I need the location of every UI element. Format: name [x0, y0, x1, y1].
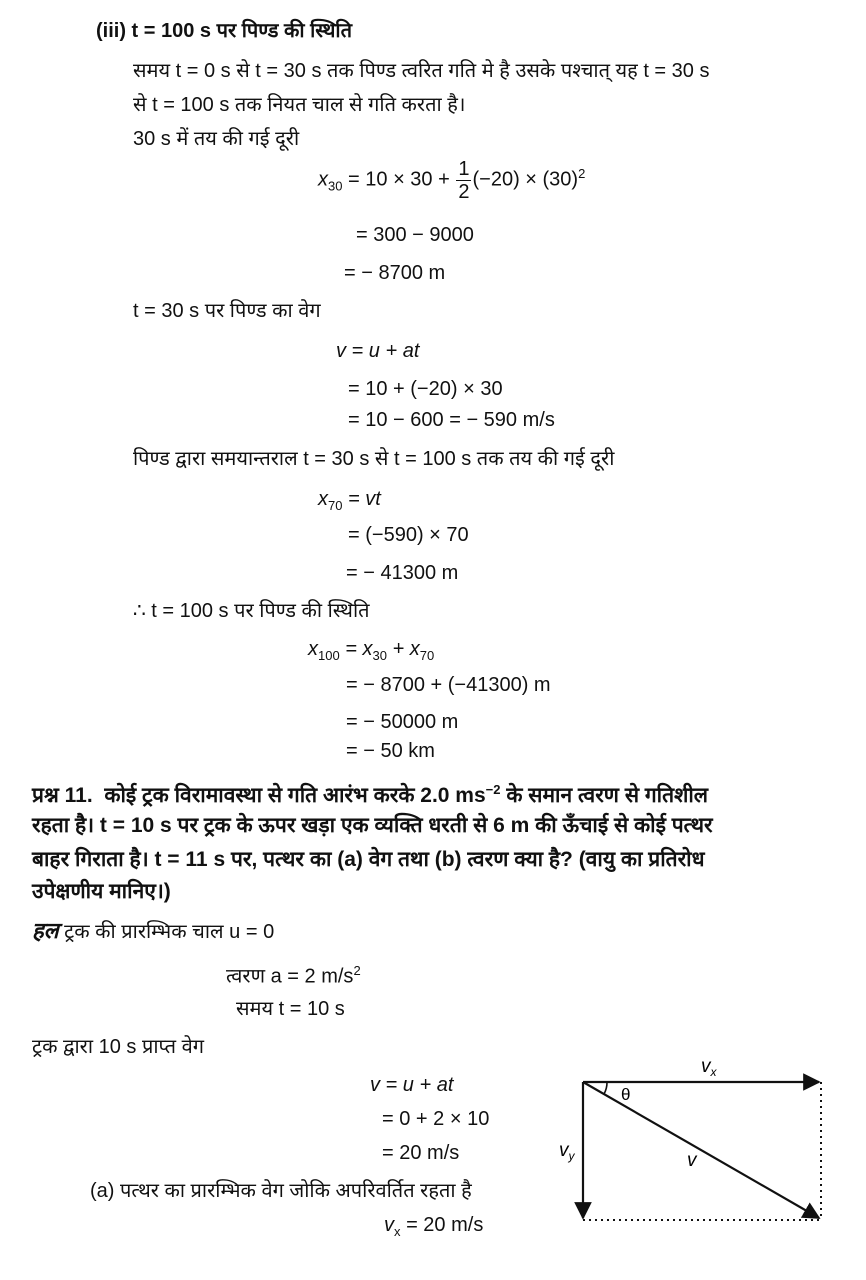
vy-label: $v_y$ [559, 1140, 575, 1163]
solution-v-eq-1: v = u + at [370, 1074, 454, 1096]
v-eq-2: = 10 + (−20) × 30 [348, 378, 503, 400]
heading-part-iii: (iii) t = 100 s पर पिण्ड की स्थिति [96, 20, 353, 42]
solution-v-eq-2: = 0 + 2 × 10 [382, 1108, 490, 1130]
solution-v-eq-3: = 20 m/s [382, 1142, 460, 1164]
x100-eq-4: = − 50 km [346, 740, 435, 762]
question-line-1: प्रश्न 11. कोई ट्रक विरामावस्था से गति आरंभ करके 2.0 $ms^{-2}$ के समान त्वरण से गतिशील [32, 782, 709, 807]
solution-vel-label: ट्रक द्वारा 10 s प्राप्त वेग [32, 1036, 205, 1058]
v-eq-1: v = u + at [336, 340, 420, 362]
question-line-3: बाहर गिराता है। t = 11 s पर, पत्थर का (a) वेग तथा (b) त्वरण क्या है? (वायु का प्रतिरोध [32, 848, 705, 871]
dist-70-label: पिण्ड द्वारा समयान्तराल t = 30 s से t = 100 s तक तय की गई दूरी [133, 448, 615, 470]
x100-eq-3: = − 50000 m [346, 711, 459, 733]
solution-label: हल [32, 918, 59, 943]
x100-eq-2: = − 8700 + (−41300) m [346, 674, 551, 696]
x30-equation: $x_{30} = 10 \times 30$ + $\frac{1}{2}$ $(-20) \times (30)^2$ [318, 157, 586, 203]
x30-step-3: = − 8700 m [344, 262, 446, 284]
velocity-vector-diagram [555, 1050, 845, 1240]
question-line-4: उपेक्षणीय मानिए।) [32, 880, 171, 903]
v-label: v [687, 1150, 697, 1171]
v-eq-3: = 10 − 600 = − 590 m/s [348, 409, 555, 431]
solution-accel: त्वरण a = 2 $m/s^2$ [226, 963, 361, 988]
v-resultant-arrow [583, 1082, 819, 1218]
theta-label: θ [621, 1085, 631, 1104]
vx-label: $v_x$ [701, 1056, 717, 1079]
dist-30-label: 30 s में तय की गई दूरी [133, 128, 300, 150]
theta-arc [604, 1082, 607, 1094]
solution-init-speed: हल ट्रक की प्रारम्भिक चाल u = 0 [32, 918, 275, 943]
x70-eq-2: = (−590) × 70 [348, 524, 469, 546]
x70-eq-1: $x_{70}$ = vt [318, 488, 381, 513]
x100-eq-1: $x_{100} = x_{30} + x_{70}$ [308, 638, 435, 663]
velocity-label: t = 30 s पर पिण्ड का वेग [133, 300, 321, 322]
question-label: प्रश्न 11. [32, 784, 93, 807]
intro-line-1: समय t = 0 s से t = 30 s तक पिण्ड त्वरित गति मे है उसके पश्चात् यह t = 30 s [133, 60, 710, 82]
solution-part-a: (a) पत्थर का प्रारम्भिक वेग जोकि अपरिवर्तित रहता है [90, 1180, 472, 1202]
fraction-half: $\frac{1}{2}$ [458, 157, 470, 203]
solution-vx: $v_x = 20$ m/s [384, 1214, 484, 1239]
x70-eq-3: = − 41300 m [346, 562, 459, 584]
position-label: ∴ t = 100 s पर पिण्ड की स्थिति [133, 600, 370, 622]
intro-line-2: से t = 100 s तक नियत चाल से गति करता है। [133, 94, 466, 116]
x30-step-2: = 300 − 9000 [356, 224, 474, 246]
question-line-2: रहता है। t = 10 s पर ट्रक के ऊपर खड़ा एक व्यक्ति धरती से 6 m की ऊँचाई से कोई पत्थर [32, 814, 713, 837]
solution-time: समय t = 10 s [236, 998, 345, 1020]
